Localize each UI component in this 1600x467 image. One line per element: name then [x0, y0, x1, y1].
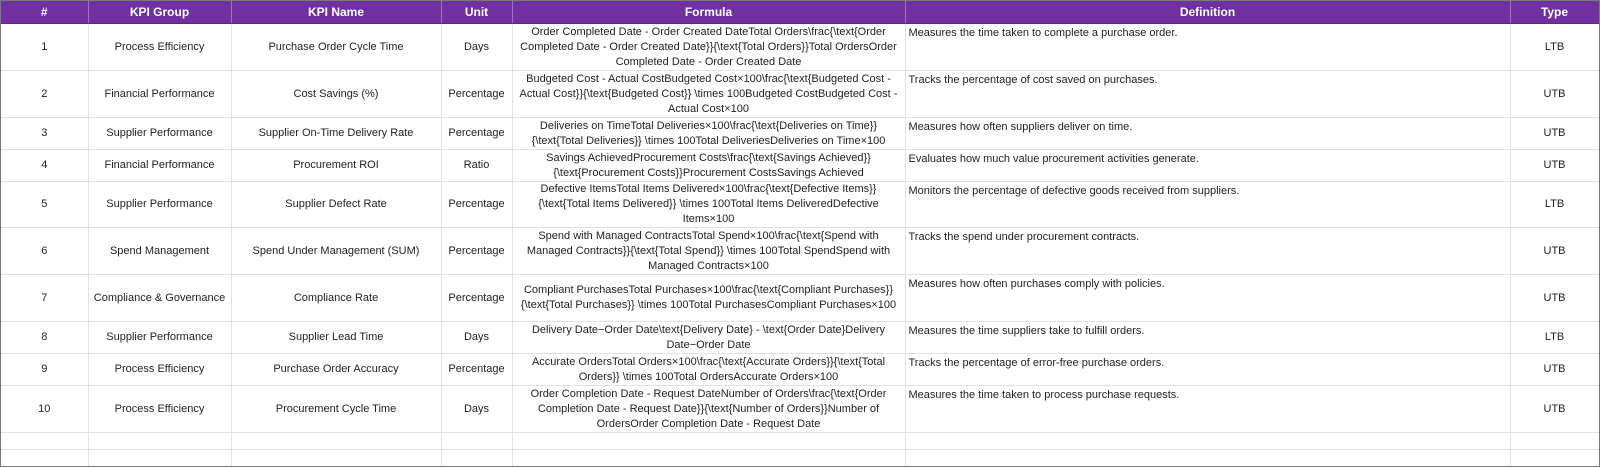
cell-formula[interactable]: Delivery Date−Order Date\text{Delivery Date} - \text{Order Date}Delivery Date−Order Date — [512, 322, 905, 354]
cell-kpi-name[interactable]: Supplier Defect Rate — [231, 182, 441, 228]
cell-formula[interactable]: Accurate OrdersTotal Orders×100\frac{\text{Accurate Orders}}{\text{Total Orders}} \times 100Total OrdersAccurate Orders×100 — [512, 354, 905, 386]
cell-formula[interactable]: Budgeted Cost - Actual CostBudgeted Cost×100\frac{\text{Budgeted Cost - Actual Cost}}{\text{Budgeted Cost}} \times 100Budgeted CostBudgeted Cost - Actual Cost×100 — [512, 71, 905, 118]
empty-row — [1, 433, 1599, 450]
empty-cell[interactable] — [441, 433, 512, 450]
cell-unit[interactable]: Days — [441, 24, 512, 71]
cell-type[interactable]: UTB — [1510, 386, 1599, 433]
cell-number[interactable]: 10 — [1, 386, 88, 433]
table-row — [1, 118, 1599, 150]
cell-definition[interactable]: Measures the time taken to complete a purchase order. — [905, 24, 1510, 71]
header-unit[interactable]: Unit — [441, 1, 512, 24]
cell-definition[interactable]: Measures the time suppliers take to fulfill orders. — [905, 322, 1510, 354]
table-row — [1, 71, 1599, 118]
cell-kpi-name[interactable]: Compliance Rate — [231, 275, 441, 322]
empty-cell[interactable] — [1, 450, 88, 467]
cell-type[interactable]: LTB — [1510, 24, 1599, 71]
cell-type[interactable]: LTB — [1510, 322, 1599, 354]
cell-kpi-name[interactable]: Procurement Cycle Time — [231, 386, 441, 433]
cell-number[interactable]: 9 — [1, 354, 88, 386]
cell-number[interactable]: 1 — [1, 24, 88, 71]
cell-definition[interactable]: Measures how often suppliers deliver on time. — [905, 118, 1510, 150]
empty-cell[interactable] — [512, 433, 905, 450]
cell-kpi-name[interactable]: Cost Savings (%) — [231, 71, 441, 118]
header-formula[interactable]: Formula — [512, 1, 905, 24]
header-definition[interactable]: Definition — [905, 1, 1510, 24]
cell-number[interactable]: 8 — [1, 322, 88, 354]
cell-number[interactable]: 2 — [1, 71, 88, 118]
cell-kpi-group[interactable]: Process Efficiency — [88, 386, 231, 433]
cell-type[interactable]: UTB — [1510, 71, 1599, 118]
cell-kpi-group[interactable]: Supplier Performance — [88, 118, 231, 150]
empty-cell[interactable] — [231, 433, 441, 450]
table-row — [1, 386, 1599, 433]
empty-cell[interactable] — [905, 450, 1510, 467]
table-row — [1, 354, 1599, 386]
kpi-table — [1, 1, 1600, 467]
cell-unit[interactable]: Ratio — [441, 150, 512, 182]
cell-formula[interactable]: Order Completed Date - Order Created DateTotal Orders\frac{\text{Order Completed Date - Order Created Date}}{\text{Total Orders}}Total OrdersOrder Completed Date - Order Created Date — [512, 24, 905, 71]
cell-kpi-group[interactable]: Spend Management — [88, 228, 231, 275]
cell-type[interactable]: UTB — [1510, 354, 1599, 386]
table-row — [1, 182, 1599, 228]
empty-cell[interactable] — [1510, 450, 1599, 467]
cell-type[interactable]: UTB — [1510, 150, 1599, 182]
cell-kpi-group[interactable]: Compliance & Governance — [88, 275, 231, 322]
empty-cell[interactable] — [905, 433, 1510, 450]
cell-type[interactable]: UTB — [1510, 228, 1599, 275]
empty-cell[interactable] — [1, 433, 88, 450]
cell-kpi-group[interactable]: Supplier Performance — [88, 182, 231, 228]
cell-formula[interactable]: Spend with Managed ContractsTotal Spend×100\frac{\text{Spend with Managed Contracts}}{\text{Total Spend}} \times 100Total SpendSpend with Managed Contracts×100 — [512, 228, 905, 275]
cell-type[interactable]: UTB — [1510, 118, 1599, 150]
table-row — [1, 24, 1599, 71]
cell-number[interactable]: 5 — [1, 182, 88, 228]
cell-kpi-group[interactable]: Process Efficiency — [88, 24, 231, 71]
table-row — [1, 275, 1599, 322]
cell-unit[interactable]: Percentage — [441, 182, 512, 228]
cell-kpi-name[interactable]: Supplier On-Time Delivery Rate — [231, 118, 441, 150]
cell-formula[interactable]: Savings AchievedProcurement Costs\frac{\text{Savings Achieved}}{\text{Procurement Costs}}Procurement CostsSavings Achieved — [512, 150, 905, 182]
header-kpi-name[interactable]: KPI Name — [231, 1, 441, 24]
cell-definition[interactable]: Tracks the spend under procurement contracts. — [905, 228, 1510, 275]
cell-number[interactable]: 6 — [1, 228, 88, 275]
table-row — [1, 150, 1599, 182]
cell-kpi-name[interactable]: Procurement ROI — [231, 150, 441, 182]
cell-kpi-group[interactable]: Supplier Performance — [88, 322, 231, 354]
header-row — [1, 1, 1599, 24]
empty-row — [1, 450, 1599, 467]
cell-number[interactable]: 4 — [1, 150, 88, 182]
empty-cell[interactable] — [441, 450, 512, 467]
empty-cell[interactable] — [88, 433, 231, 450]
cell-kpi-name[interactable]: Spend Under Management (SUM) — [231, 228, 441, 275]
cell-kpi-name[interactable]: Supplier Lead Time — [231, 322, 441, 354]
cell-number[interactable]: 3 — [1, 118, 88, 150]
cell-formula[interactable]: Order Completion Date - Request DateNumber of Orders\frac{\text{Order Completion Date - Request Date}}{\text{Number of Orders}}Number of OrdersOrder Completion Date - Request Date — [512, 386, 905, 433]
cell-kpi-group[interactable]: Financial Performance — [88, 150, 231, 182]
cell-definition[interactable]: Measures how often purchases comply with policies. — [905, 275, 1510, 322]
cell-kpi-group[interactable]: Financial Performance — [88, 71, 231, 118]
cell-definition[interactable]: Monitors the percentage of defective goods received from suppliers. — [905, 182, 1510, 228]
cell-formula[interactable]: Defective ItemsTotal Items Delivered×100\frac{\text{Defective Items}}{\text{Total Items Delivered}} \times 100Total Items DeliveredDefective Items×100 — [512, 182, 905, 228]
table-row — [1, 228, 1599, 275]
cell-definition[interactable]: Tracks the percentage of cost saved on purchases. — [905, 71, 1510, 118]
empty-cell[interactable] — [512, 450, 905, 467]
cell-unit[interactable]: Percentage — [441, 354, 512, 386]
header-kpi-group[interactable]: KPI Group — [88, 1, 231, 24]
cell-unit[interactable]: Days — [441, 386, 512, 433]
cell-type[interactable]: UTB — [1510, 275, 1599, 322]
cell-kpi-group[interactable]: Process Efficiency — [88, 354, 231, 386]
cell-formula[interactable]: Compliant PurchasesTotal Purchases×100\frac{\text{Compliant Purchases}}{\text{Total Purchases}} \times 100Total PurchasesCompliant Purchases×100 — [512, 275, 905, 322]
header-type[interactable]: Type — [1510, 1, 1599, 24]
cell-type[interactable]: LTB — [1510, 182, 1599, 228]
cell-kpi-name[interactable]: Purchase Order Accuracy — [231, 354, 441, 386]
empty-cell[interactable] — [231, 450, 441, 467]
empty-cell[interactable] — [1510, 433, 1599, 450]
cell-unit[interactable]: Percentage — [441, 275, 512, 322]
cell-kpi-name[interactable]: Purchase Order Cycle Time — [231, 24, 441, 71]
empty-cell[interactable] — [88, 450, 231, 467]
cell-unit[interactable]: Percentage — [441, 118, 512, 150]
header-number[interactable]: # — [1, 1, 88, 24]
cell-formula[interactable]: Deliveries on TimeTotal Deliveries×100\frac{\text{Deliveries on Time}}{\text{Total Deliveries}} \times 100Total DeliveriesDeliveries on Time×100 — [512, 118, 905, 150]
cell-number[interactable]: 7 — [1, 275, 88, 322]
table-row — [1, 322, 1599, 354]
cell-unit[interactable]: Percentage — [441, 71, 512, 118]
cell-definition[interactable]: Tracks the percentage of error-free purchase orders. — [905, 354, 1510, 386]
cell-definition[interactable]: Evaluates how much value procurement activities generate. — [905, 150, 1510, 182]
cell-unit[interactable]: Percentage — [441, 228, 512, 275]
cell-unit[interactable]: Days — [441, 322, 512, 354]
cell-definition[interactable]: Measures the time taken to process purchase requests. — [905, 386, 1510, 433]
